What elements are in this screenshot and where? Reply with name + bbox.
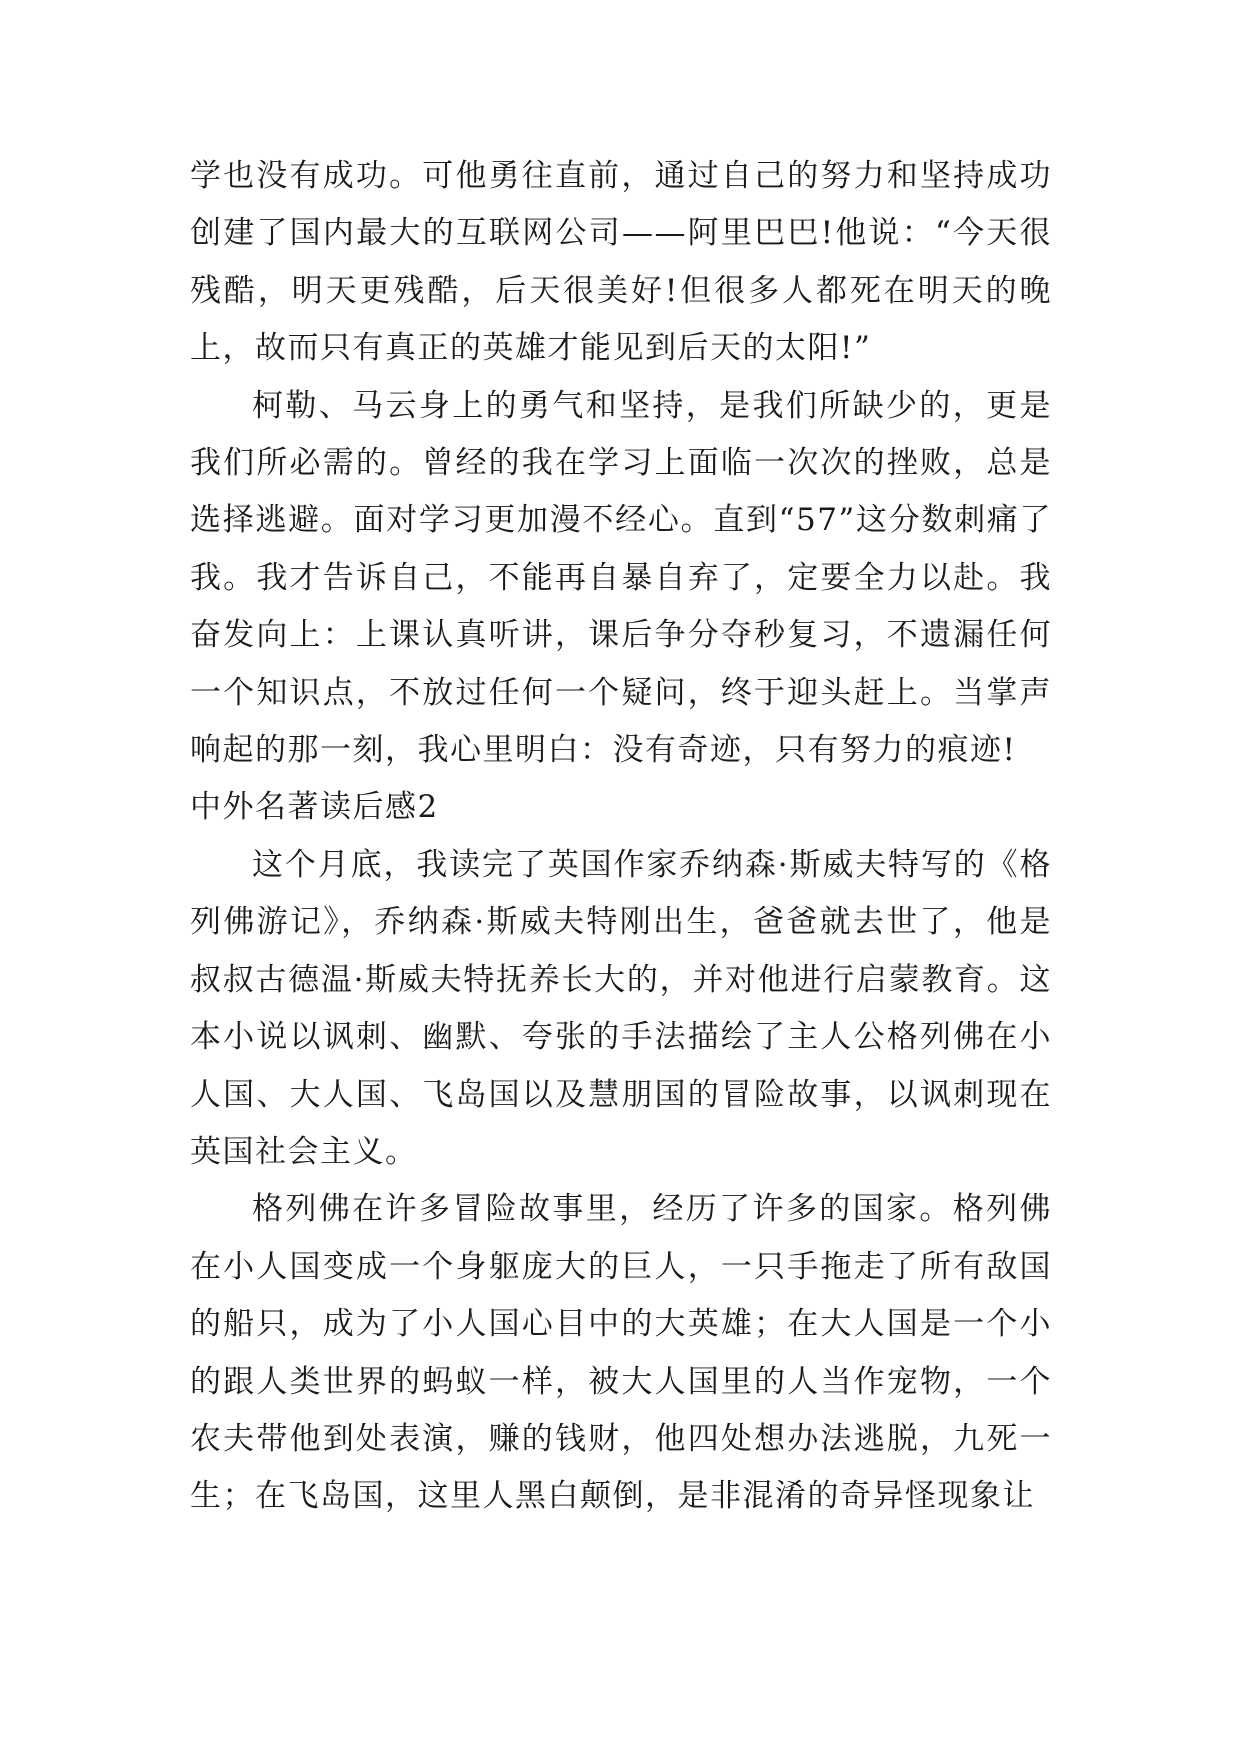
document-page (190, 148, 1052, 1526)
continuation-paragraph: 学也没有成功。可他勇往直前，通过自己的努力和坚持成功创建了国内最大的互联网公司——阿里巴巴!他说：“今天很残酷，明天更残酷，后天很美好!但很多人都死在明天的晚上，故而只有真正的英雄才能见到后天的太阳!” (190, 158, 1052, 367)
body-paragraph: 柯勒、马云身上的勇气和坚持，是我们所缺少的，更是我们所必需的。曾经的我在学习上面临一次次的挫败，总是选择逃避。面对学习更加漫不经心。直到“57”这分数刺痛了我。我才告诉自己，不能再自暴自弃了，定要全力以赴。我奋发向上：上课认真听讲，课后争分夺秒复习，不遗漏任何一个知识点，不放过任何一个疑问，终于迎头赶上。当掌声响起的那一刻，我心里明白：没有奇迹，只有努力的痕迹! (190, 387, 1052, 769)
section-heading: 中外名著读后感2 (190, 789, 439, 826)
body-paragraph: 格列佛在许多冒险故事里，经历了许多的国家。格列佛在小人国变成一个身躯庞大的巨人，一只手拖走了所有敌国的船只，成为了小人国心目中的大英雄；在大人国是一个小的跟人类世界的蚂蚁一样，被大人国里的人当作宠物，一个农夫带他到处表演，赚的钱财，他四处想办法逃脱，九死一生；在飞岛国，这里人黑白颠倒，是非混淆的奇异怪现象让 (190, 1191, 1052, 1515)
body-paragraph: 这个月底，我读完了英国作家乔纳森·斯威夫特写的《格列佛游记》，乔纳森·斯威夫特刚出生，爸爸就去世了，他是叔叔古德温·斯威夫特抚养长大的，并对他进行启蒙教育。这本小说以讽刺、幽默、夸张的手法描绘了主人公格列佛在小人国、大人国、飞岛国以及慧朋国的冒险故事，以讽刺现在英国社会主义。 (190, 846, 1052, 1170)
